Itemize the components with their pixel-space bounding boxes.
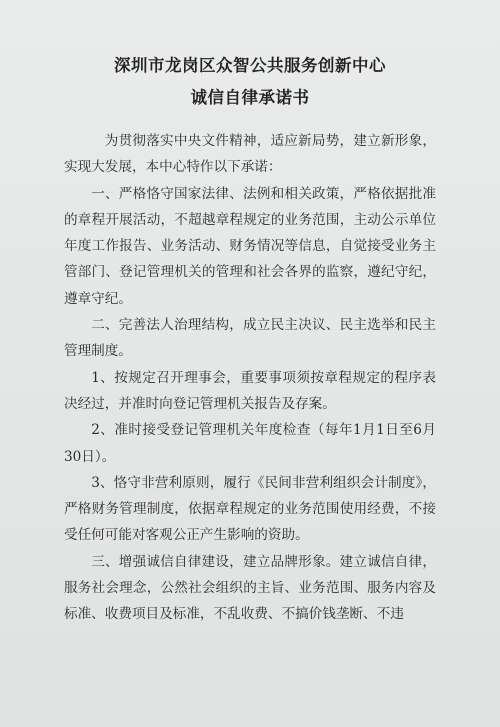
document-title-line2: 诚信自律承诺书 <box>190 88 310 107</box>
document-title-line1: 深圳市龙岗区众智公共服务创新中心 <box>114 56 386 75</box>
paragraph-clause-3: 三、增强诚信自律建设，建立品牌形象。建立诚信自律，服务社会理念，公然社会组织的主旨、业务范围、服务内容及标准、收费项目及标准，不乱收费、不搞价钱垄断、不违 <box>64 553 436 623</box>
paragraph-item-2: 2、准时接受登记管理机关年度检查（每年1月1日至6月30日）。 <box>64 422 436 465</box>
paragraph-item-3: 3、恪守非营利原则，履行《民间非营利组织会计制度》，严格财务管理制度，依据章程规定的业务范围使用经费，不接受任何可能对客观公正产生影响的资助。 <box>64 474 436 544</box>
document-body <box>64 128 436 628</box>
paragraph-clause-2: 二、完善法人治理结构，成立民主决议、民主选举和民主管理制度。 <box>64 317 436 360</box>
paragraph-item-1: 1、按规定召开理事会，重要事项须按章程规定的程序表决经过，并准时向登记管理机关报告及存案。 <box>64 369 436 412</box>
paragraph-clause-1: 一、严格恪守国家法律、法例和相关政策，严格依据批准的章程开展活动，不超越章程规定的业务范围，主动公示单位年度工作报告、业务活动、财务情况等信息，自觉接受业务主管部门、登记管理机关的管理和社会各界的监察，遵纪守纪，遵章守纪。 <box>64 185 436 307</box>
paragraph-intro: 为贯彻落实中央文件精神，适应新局势，建立新形象，实现大发展，本中心特作以下承诺： <box>64 133 436 176</box>
